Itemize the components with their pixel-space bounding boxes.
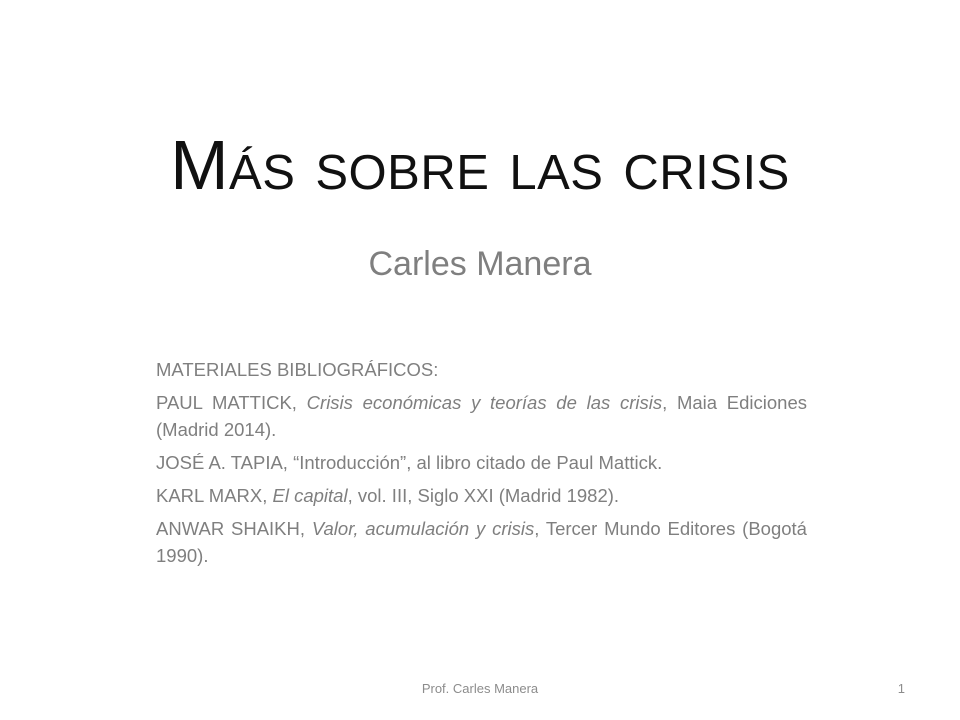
- bibliography-heading: MATERIALES BIBLIOGRÁFICOS:: [156, 359, 439, 380]
- slide-subtitle: Carles Manera: [368, 245, 592, 283]
- entry-work-title: El capital: [272, 485, 348, 506]
- bibliography-entry: [156, 449, 807, 476]
- entry-work-title: Valor, acumulación y crisis: [311, 518, 535, 539]
- bibliography-entry: [156, 389, 807, 443]
- bibliography-entry: [156, 515, 807, 569]
- slide-title: Más sobre las crisis: [170, 126, 790, 204]
- bibliography-block: [156, 356, 807, 575]
- entry-work-title: Crisis económicas y teorías de las crisis: [306, 392, 663, 413]
- page-number: 1: [897, 681, 905, 696]
- entry-details: , vol. III, Siglo XXI (Madrid 1982).: [347, 485, 620, 506]
- entry-author: KARL MARX,: [156, 485, 273, 506]
- entry-details: , Maia Ediciones (Madrid 2014).: [156, 392, 807, 440]
- entry-author: ANWAR SHAIKH,: [156, 518, 312, 539]
- footer-author: Prof. Carles Manera: [421, 681, 539, 696]
- entry-details: “Introducción”, al libro citado de Paul Mattick.: [293, 452, 663, 473]
- entry-author: PAUL MATTICK,: [156, 392, 307, 413]
- entry-author: JOSÉ A. TAPIA,: [156, 452, 294, 473]
- entry-details: , Tercer Mundo Editores (Bogotá 1990).: [156, 518, 807, 566]
- bibliography-entry: [156, 482, 807, 509]
